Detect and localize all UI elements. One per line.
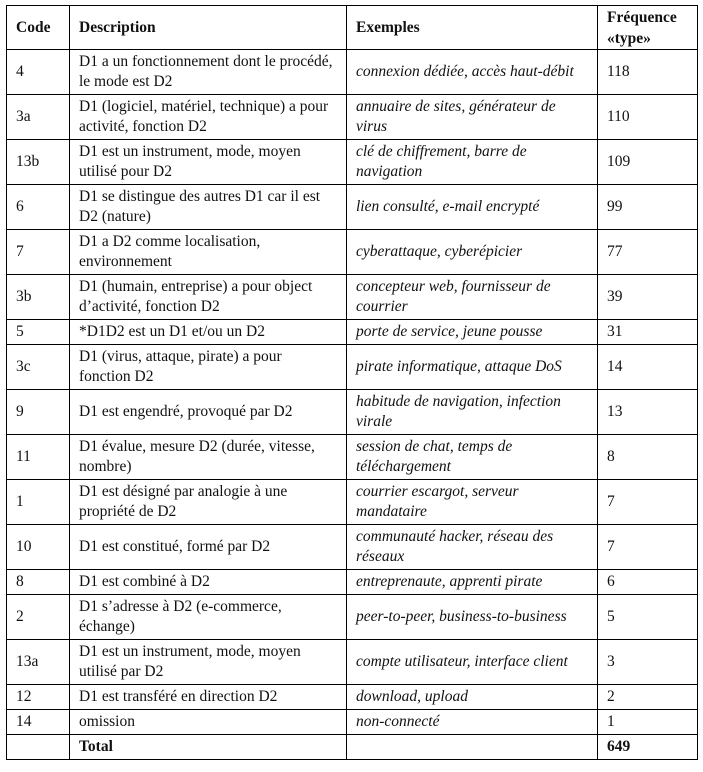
cell-code: 9 bbox=[7, 390, 70, 435]
cell-examples: clé de chiffrement, barre de navigation bbox=[347, 140, 598, 185]
cell-code: 3c bbox=[7, 345, 70, 390]
header-frequency-line1: Fréquence bbox=[607, 8, 677, 26]
table-row bbox=[7, 140, 698, 185]
cell-description: D1 (virus, attaque, pirate) a pour fonction D2 bbox=[70, 345, 347, 390]
cell-code: 11 bbox=[7, 435, 70, 480]
total-code-cell bbox=[7, 735, 70, 760]
frequency-table bbox=[6, 5, 698, 760]
cell-examples: peer-to-peer, business-to-business bbox=[347, 595, 598, 640]
cell-frequency: 77 bbox=[598, 230, 698, 275]
table-row bbox=[7, 435, 698, 480]
table-row bbox=[7, 640, 698, 685]
header-frequency bbox=[598, 6, 698, 50]
cell-frequency: 109 bbox=[598, 140, 698, 185]
cell-frequency: 31 bbox=[598, 320, 698, 345]
cell-code: 14 bbox=[7, 710, 70, 735]
cell-description: omission bbox=[70, 710, 347, 735]
table-row bbox=[7, 345, 698, 390]
cell-examples: habitude de navigation, infection virale bbox=[347, 390, 598, 435]
cell-code: 2 bbox=[7, 595, 70, 640]
cell-examples: session de chat, temps de téléchargement bbox=[347, 435, 598, 480]
cell-examples: courrier escargot, serveur mandataire bbox=[347, 480, 598, 525]
cell-description: D1 est transféré en direction D2 bbox=[70, 685, 347, 710]
total-label: Total bbox=[70, 735, 347, 760]
cell-code: 10 bbox=[7, 525, 70, 570]
cell-examples: communauté hacker, réseau des réseaux bbox=[347, 525, 598, 570]
table-row bbox=[7, 275, 698, 320]
cell-frequency: 13 bbox=[598, 390, 698, 435]
cell-examples: cyberattaque, cyberépicier bbox=[347, 230, 598, 275]
cell-frequency: 39 bbox=[598, 275, 698, 320]
table-row bbox=[7, 185, 698, 230]
cell-description: D1 évalue, mesure D2 (durée, vitesse, nombre) bbox=[70, 435, 347, 480]
cell-description: D1 a D2 comme localisation, environnement bbox=[70, 230, 347, 275]
cell-frequency: 7 bbox=[598, 480, 698, 525]
cell-examples: download, upload bbox=[347, 685, 598, 710]
cell-frequency: 2 bbox=[598, 685, 698, 710]
header-code: Code bbox=[7, 6, 70, 50]
cell-frequency: 3 bbox=[598, 640, 698, 685]
header-description: Description bbox=[70, 6, 347, 50]
table-row bbox=[7, 230, 698, 275]
total-frequency: 649 bbox=[598, 735, 698, 760]
table-row bbox=[7, 570, 698, 595]
cell-examples: compte utilisateur, interface client bbox=[347, 640, 598, 685]
cell-description: D1 est désigné par analogie à une propriété de D2 bbox=[70, 480, 347, 525]
cell-description: D1 se distingue des autres D1 car il est D2 (nature) bbox=[70, 185, 347, 230]
cell-code: 5 bbox=[7, 320, 70, 345]
cell-examples: lien consulté, e-mail encrypté bbox=[347, 185, 598, 230]
cell-examples: concepteur web, fournisseur de courrier bbox=[347, 275, 598, 320]
cell-code: 6 bbox=[7, 185, 70, 230]
cell-frequency: 7 bbox=[598, 525, 698, 570]
cell-description: D1 est combiné à D2 bbox=[70, 570, 347, 595]
cell-frequency: 110 bbox=[598, 95, 698, 140]
cell-examples: connexion dédiée, accès haut-débit bbox=[347, 50, 598, 95]
cell-frequency: 8 bbox=[598, 435, 698, 480]
cell-code: 1 bbox=[7, 480, 70, 525]
cell-code: 13b bbox=[7, 140, 70, 185]
cell-code: 12 bbox=[7, 685, 70, 710]
table-row bbox=[7, 685, 698, 710]
table-row bbox=[7, 50, 698, 95]
header-examples: Exemples bbox=[347, 6, 598, 50]
cell-examples: porte de service, jeune pousse bbox=[347, 320, 598, 345]
cell-code: 4 bbox=[7, 50, 70, 95]
cell-description: D1 est un instrument, mode, moyen utilisé pour D2 bbox=[70, 140, 347, 185]
cell-frequency: 5 bbox=[598, 595, 698, 640]
cell-description: *D1D2 est un D1 et/ou un D2 bbox=[70, 320, 347, 345]
cell-description: D1 (humain, entreprise) a pour object d’activité, fonction D2 bbox=[70, 275, 347, 320]
table-row bbox=[7, 390, 698, 435]
total-row bbox=[7, 735, 698, 760]
cell-frequency: 1 bbox=[598, 710, 698, 735]
table-row bbox=[7, 525, 698, 570]
cell-description: D1 est engendré, provoqué par D2 bbox=[70, 390, 347, 435]
cell-description: D1 (logiciel, matériel, technique) a pour activité, fonction D2 bbox=[70, 95, 347, 140]
cell-frequency: 99 bbox=[598, 185, 698, 230]
table-row bbox=[7, 320, 698, 345]
cell-code: 13a bbox=[7, 640, 70, 685]
cell-description: D1 s’adresse à D2 (e-commerce, échange) bbox=[70, 595, 347, 640]
cell-examples: pirate informatique, attaque DoS bbox=[347, 345, 598, 390]
cell-frequency: 14 bbox=[598, 345, 698, 390]
cell-examples: annuaire de sites, générateur de virus bbox=[347, 95, 598, 140]
cell-description: D1 a un fonctionnement dont le procédé, le mode est D2 bbox=[70, 50, 347, 95]
header-frequency-line2: «type» bbox=[607, 29, 651, 47]
cell-frequency: 6 bbox=[598, 570, 698, 595]
cell-examples: non-connecté bbox=[347, 710, 598, 735]
table-row bbox=[7, 710, 698, 735]
cell-code: 3a bbox=[7, 95, 70, 140]
cell-code: 3b bbox=[7, 275, 70, 320]
table-header-row bbox=[7, 6, 698, 50]
cell-frequency: 118 bbox=[598, 50, 698, 95]
table-row bbox=[7, 595, 698, 640]
cell-code: 8 bbox=[7, 570, 70, 595]
cell-code: 7 bbox=[7, 230, 70, 275]
cell-examples: entreprenaute, apprenti pirate bbox=[347, 570, 598, 595]
cell-description: D1 est un instrument, mode, moyen utilisé par D2 bbox=[70, 640, 347, 685]
table-row bbox=[7, 95, 698, 140]
total-examples-cell bbox=[347, 735, 598, 760]
cell-description: D1 est constitué, formé par D2 bbox=[70, 525, 347, 570]
table-row bbox=[7, 480, 698, 525]
